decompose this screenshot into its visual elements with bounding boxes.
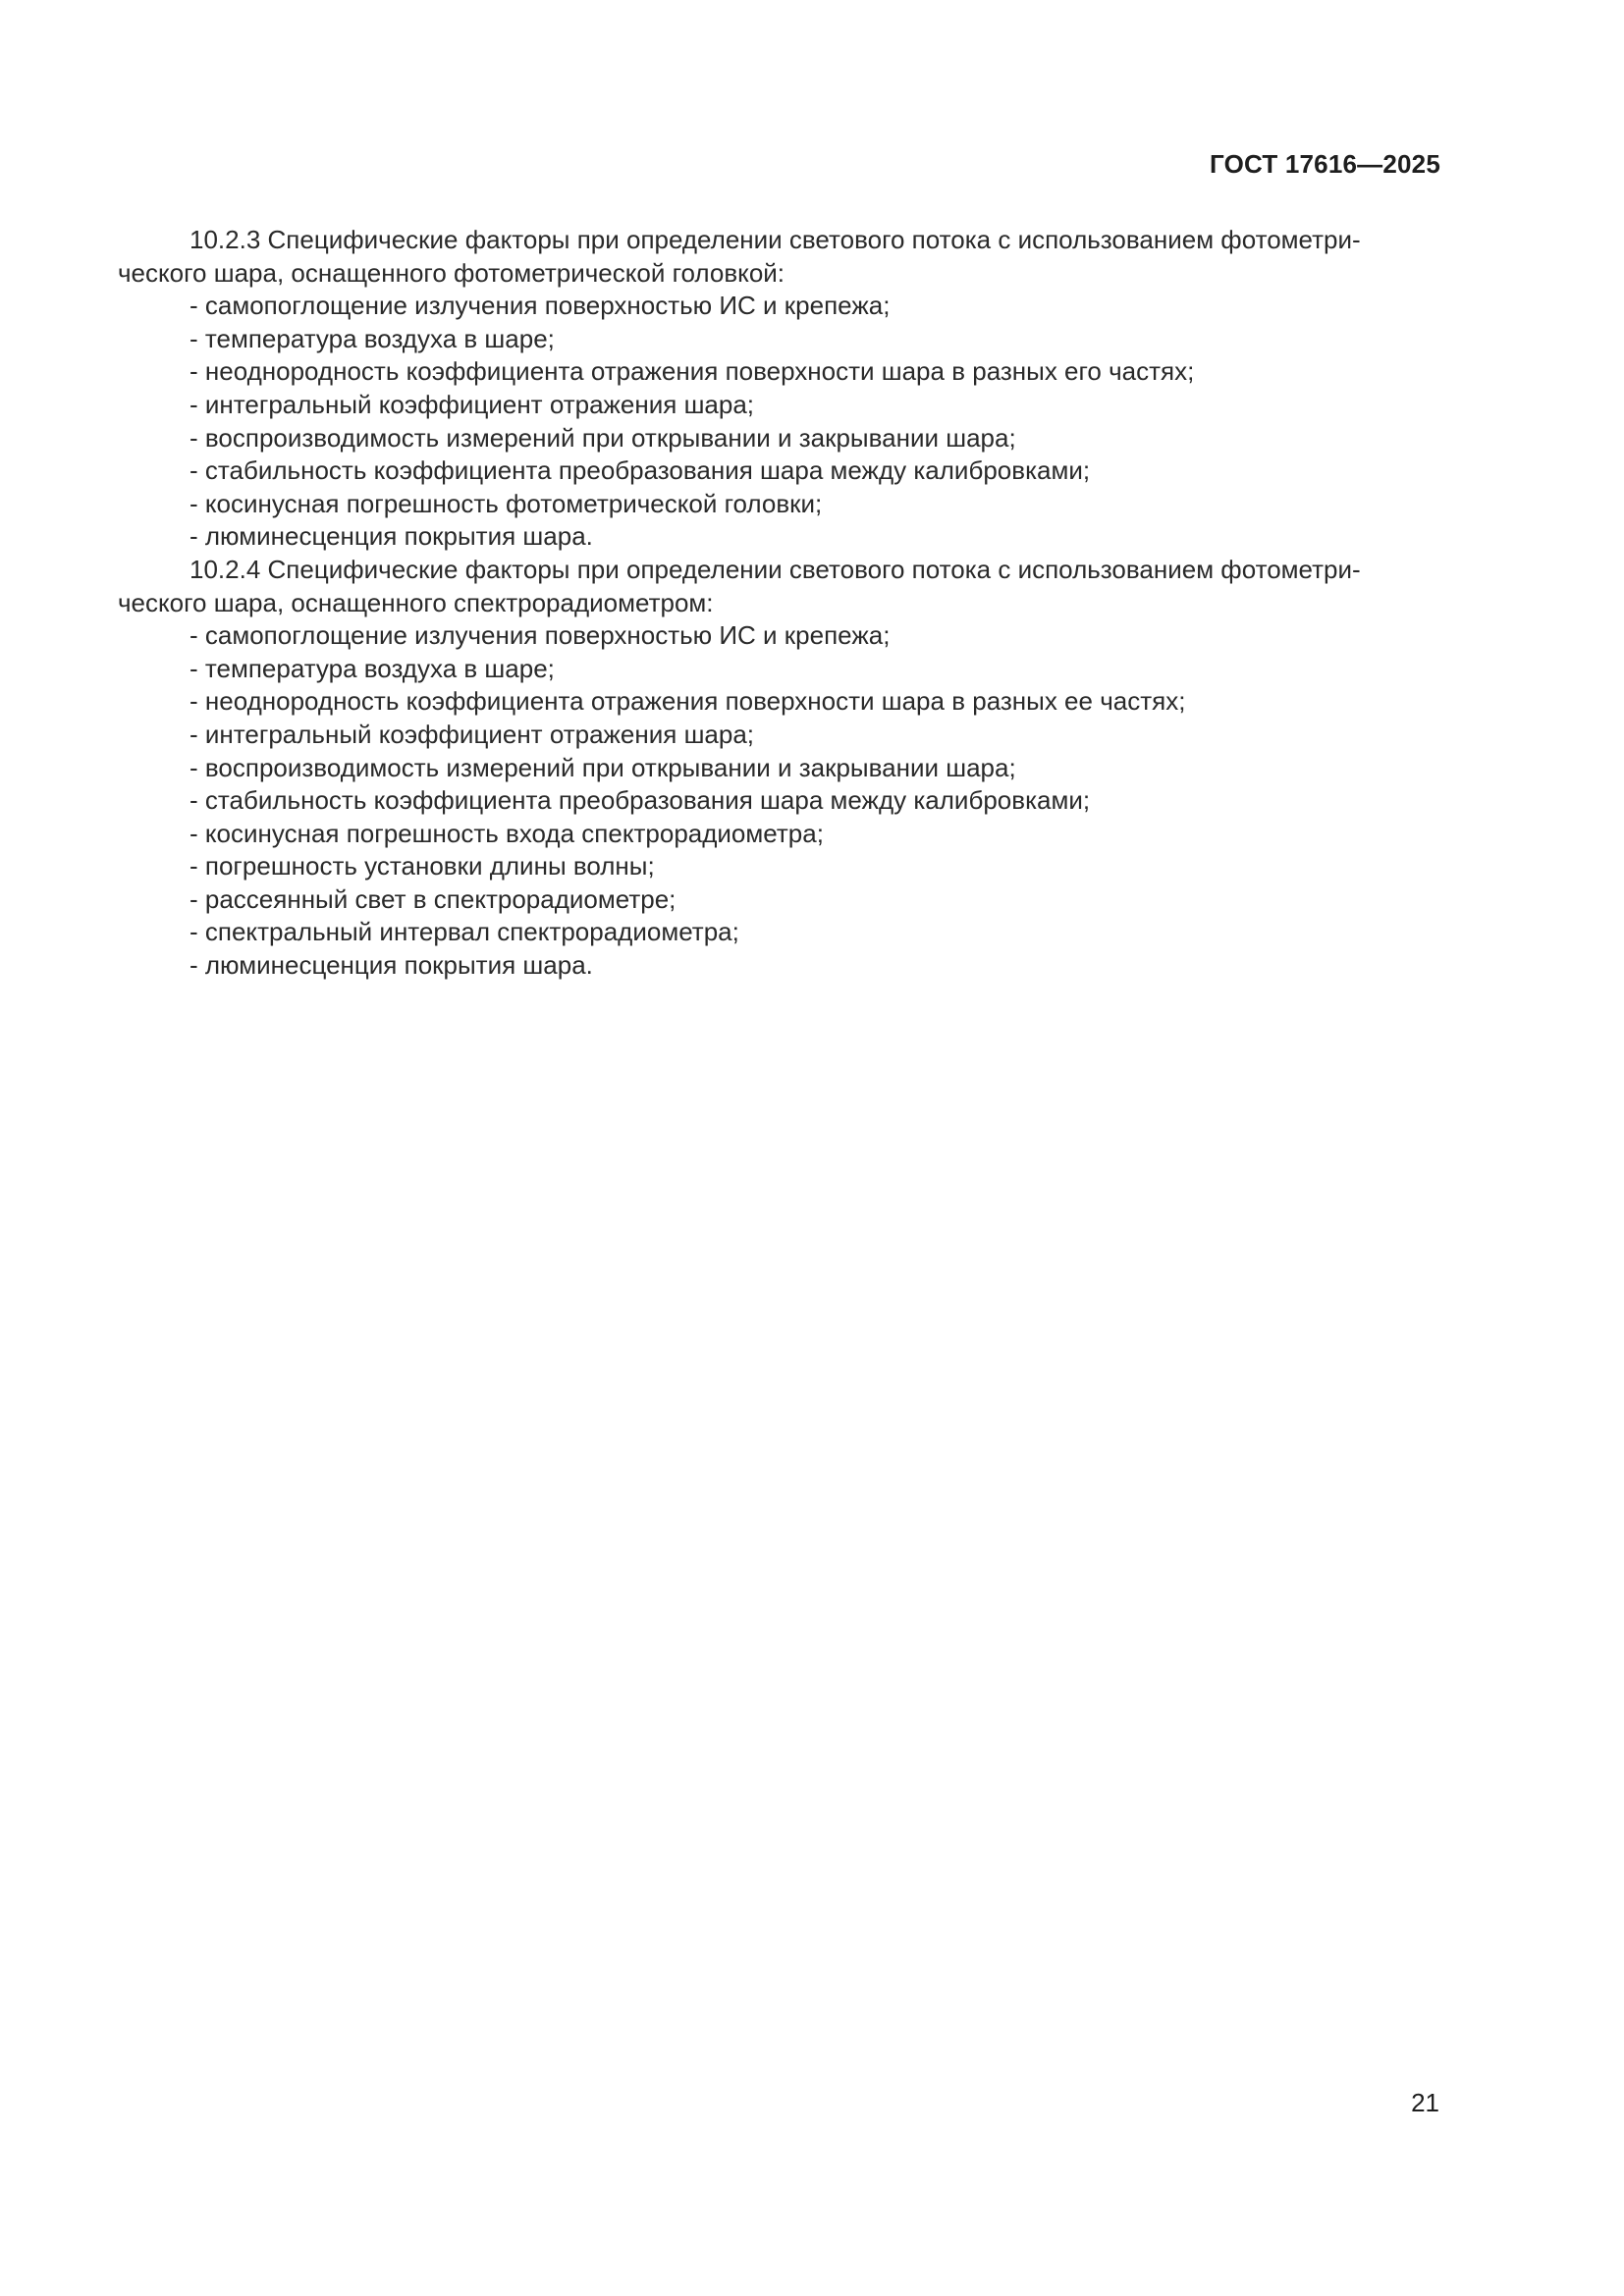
list-item: - спектральный интервал спектрорадиометра;	[189, 917, 739, 947]
list-item: - воспроизводимость измерений при открывании и закрывании шара;	[189, 422, 1016, 453]
list-item: - неоднородность коэффициента отражения поверхности шара в разных ее частях;	[189, 686, 1186, 717]
list-item: - неоднородность коэффициента отражения поверхности шара в разных его частях;	[189, 356, 1195, 387]
factor-list-10-2-3	[118, 290, 1443, 554]
factor-list-10-2-4	[118, 619, 1443, 983]
paragraph-10-2-4	[118, 554, 1443, 619]
list-item: - температура воздуха в шаре;	[189, 653, 555, 683]
list-item: - рассеянный свет в спектрорадиометре;	[189, 883, 677, 914]
list-item: - интегральный коэффициент отражения шара;	[189, 389, 755, 419]
list-item: - интегральный коэффициент отражения шара;	[189, 719, 755, 749]
paragraph-10-2-3	[118, 224, 1443, 290]
page-number: 21	[1411, 2088, 1439, 2117]
list-item: - воспроизводимость измерений при открывании и закрывании шара;	[189, 752, 1016, 782]
list-item: - люминесценция покрытия шара.	[189, 521, 593, 552]
list-item: - погрешность установки длины волны;	[189, 851, 655, 881]
list-item: - косинусная погрешность входа спектрорадиометра;	[189, 818, 824, 848]
list-item: - люминесценция покрытия шара.	[189, 950, 593, 981]
paragraph-text-line: 10.2.4 Специфические факторы при определении светового потока с использованием фотометри-	[189, 554, 1361, 584]
paragraph-text-line: ческого шара, оснащенного спектрорадиометром:	[118, 587, 714, 617]
list-item: - косинусная погрешность фотометрической головки;	[189, 488, 823, 518]
list-item: - стабильность коэффициента преобразования шара между калибровками;	[189, 455, 1091, 486]
paragraph-text-line: ческого шара, оснащенного фотометрической головкой:	[118, 257, 785, 288]
paragraph-text-line: 10.2.3 Специфические факторы при определении светового потока с использованием фотометри-	[189, 225, 1361, 254]
list-item: - температура воздуха в шаре;	[189, 323, 555, 353]
list-item: - самопоглощение излучения поверхностью ИС и крепежа;	[189, 620, 891, 651]
list-item: - самопоглощение излучения поверхностью ИС и крепежа;	[189, 291, 891, 321]
list-item: - стабильность коэффициента преобразования шара между калибровками;	[189, 785, 1091, 816]
document-header-id: ГОСТ 17616—2025	[1210, 149, 1440, 179]
document-body	[118, 224, 1443, 983]
